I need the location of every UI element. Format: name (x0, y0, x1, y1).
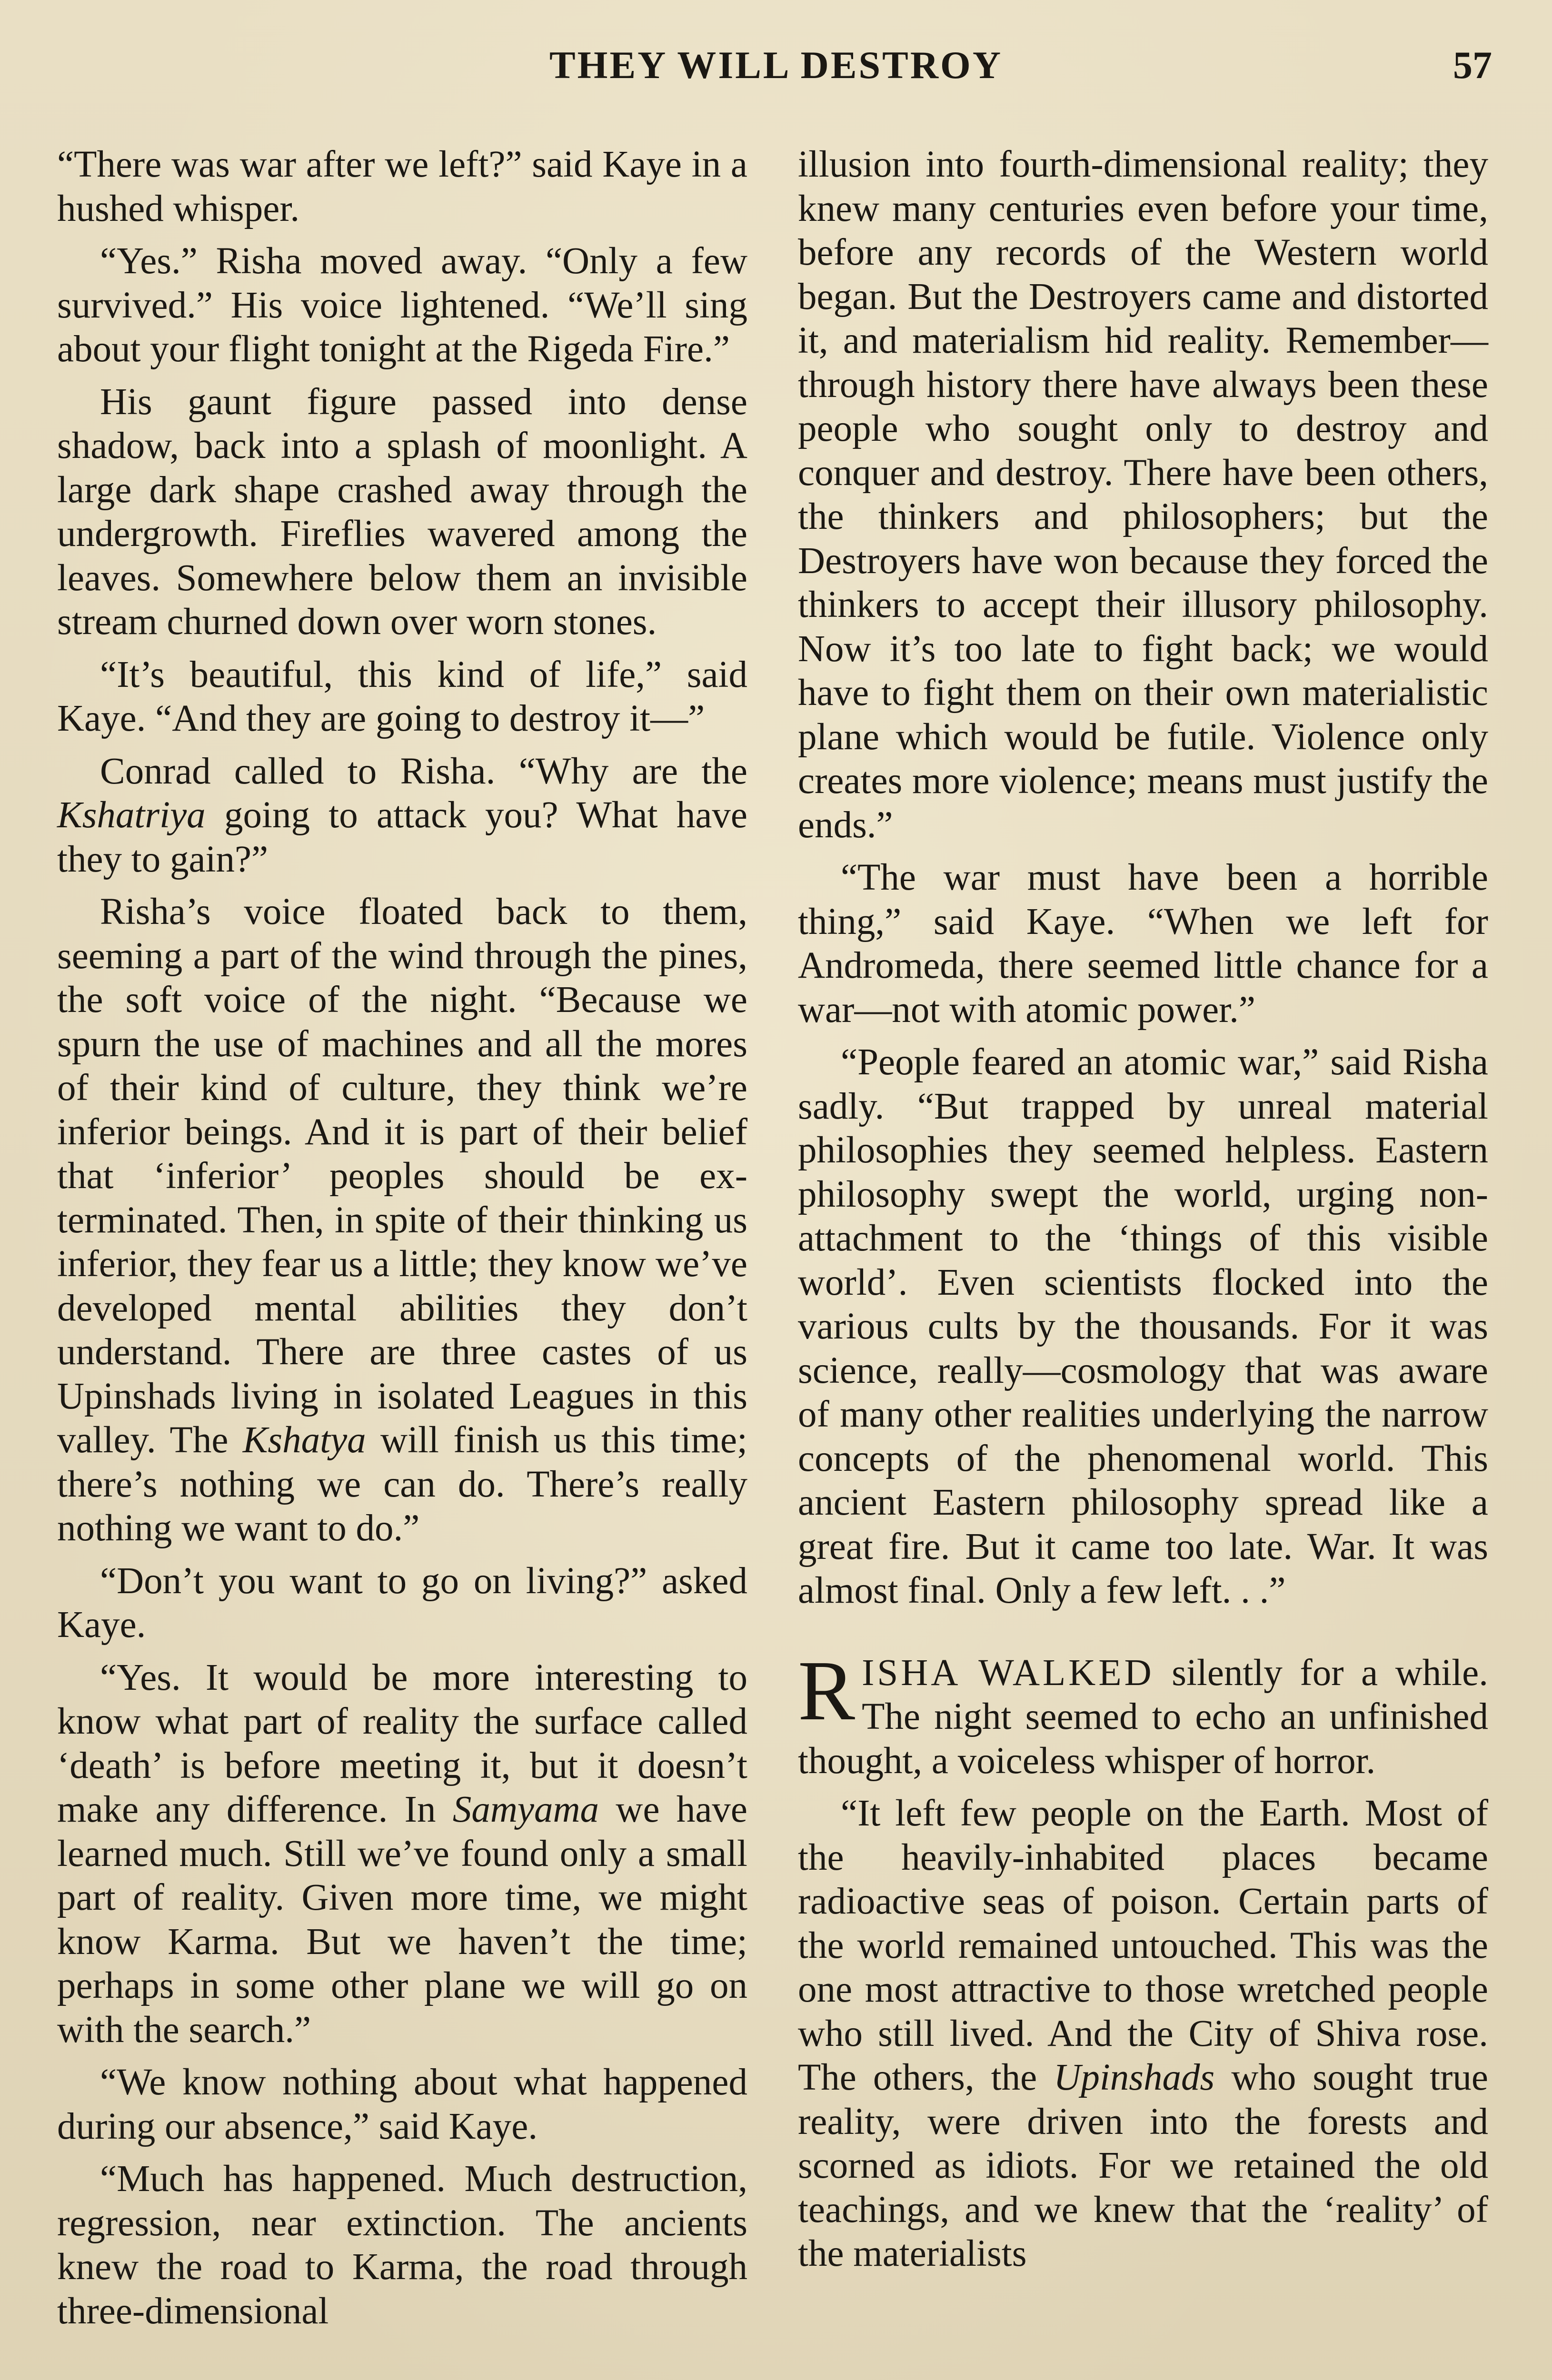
paragraph: “Yes.” Risha moved away. “Only a few survived.” His voice lightened. “We’ll sing about your flight tonight at the Rigeda Fire.” (57, 240, 747, 370)
paragraph: “We know nothing about what happened during our absence,” said Kaye. (57, 2062, 747, 2147)
text-run: we have learned much. Still we’ve found only a small part of reality. Given more time, we might know Karma. But we haven’t the time; perhaps in some other plane we will go on with the search.” (57, 1789, 747, 2051)
text-run: “Yes. It would be more interesting to know what part of reality the surface called ‘death’ is before meeting it, but it doesn’t make any difference. In (57, 1656, 747, 1830)
paragraph: “The war must have been a horrible thing,” said Kaye. “When we left for Andromeda, there seemed little chance for a war—not with atomic power.” (798, 857, 1488, 1031)
section-opening-paragraph (798, 1643, 1488, 1784)
italic-term: Kshatriya (57, 794, 206, 836)
text-run: will finish us this time; there’s nothing we can do. There’s really nothing we want to do.” (57, 1419, 747, 1549)
paragraph: “Much has happened. Much destruction, regression, near extinction. The ancients knew the road to Karma, the road through three-dimensional (57, 2158, 747, 2332)
italic-term: Samyama (452, 1789, 599, 1830)
paragraph: “Don’t you want to go on living?” asked Kaye. (57, 1560, 747, 1646)
paragraph (57, 1656, 747, 2053)
text-run: silently for a while. The night seemed to echo an unfinished thought, a voiceless whisper of horror. (798, 1652, 1488, 1782)
paragraph: illusion into fourth-dimensional reality; they knew many centuries even before your time, before any records of the Western world began. But the Destroyers came and distorted it, and materialism hid reality. Remember—through history there have always been these people who sought only to destroy and conquer and destroy. There have been others, the thinkers and philosophers; but the Destroyers have won because they forced the thinkers to accept their illusory philosophy. Now it’s too late to fight back; we would have to fight them on their own materialistic plane which would be futile. Violence only creates more violence; means must justify the ends.” (798, 144, 1488, 846)
paragraph: “People feared an atomic war,” said Risha sadly. “But trapped by unreal material philosophies they seemed helpless. Eastern philosophy swept the world, urging non-attachment to the ‘things of this visible world’. Even scientists flocked into the various cults by the thousands. For it was science, really—cosmology that was aware of many other realities underlying the narrow concepts of the phenomenal world. This ancient Eastern philosophy spread like a great fire. But it came too late. War. It was almost final. Only a few left. . .” (798, 1041, 1488, 1611)
paragraph (798, 1792, 1488, 2276)
italic-term: Kshatya (242, 1419, 366, 1461)
page-number: 57 (1453, 43, 1492, 87)
paragraph (57, 750, 747, 882)
running-header-title: THEY WILL DESTROY (549, 43, 1003, 87)
left-text-column (57, 143, 747, 2342)
drop-cap: R (798, 1643, 856, 1738)
small-caps-lead: ISHA WALKED (862, 1652, 1154, 1694)
paragraph: “It’s beautiful, this kind of life,” said Kaye. “And they are going to destroy it—” (57, 654, 747, 739)
italic-term: Upinshads (1054, 2057, 1215, 2098)
text-run: going to attack you? What have they to gain?” (57, 794, 747, 880)
text-run: Risha’s voice floated back to them, seeming a part of the wind through the pines, the soft voice of the night. “Because we spurn the use of machines and all the mores of their kind of culture, they think we’re inferior beings. And it is part of their belief that ‘inferior’ peoples should be exterminated. Then, in spite of their thinking us inferior, they fear us a little; they know we’ve developed mental abilities they don’t understand. There are three castes of us Upinshads living in isolated Leagues in this valley. The (57, 891, 747, 1461)
paragraph (57, 890, 747, 1551)
text-run: Conrad called to Risha. “Why are the (100, 750, 747, 792)
text-run: “It left few people on the Earth. Most of the heavily-inhabited places became radioactive seas of poison. Certain parts of the world remained untouched. This was the one most attractive to those wretched people who still lived. And the City of Shiva rose. The others, the (798, 1793, 1488, 2098)
text-run: who sought true reality, were driven into the forests and scorned as idiots. For we retained the old teachings, and we knew that the ‘reality’ of the materialists (798, 2057, 1488, 2274)
right-text-column (798, 143, 1488, 2285)
paragraph: His gaunt figure passed into dense shadow, back into a splash of moonlight. A large dark shape crashed away through the undergrowth. Fireflies wavered among the leaves. Somewhere below them an invisible stream churned down over worn stones. (57, 381, 747, 643)
paragraph: “There was war after we left?” said Kaye in a hushed whisper. (57, 144, 747, 229)
